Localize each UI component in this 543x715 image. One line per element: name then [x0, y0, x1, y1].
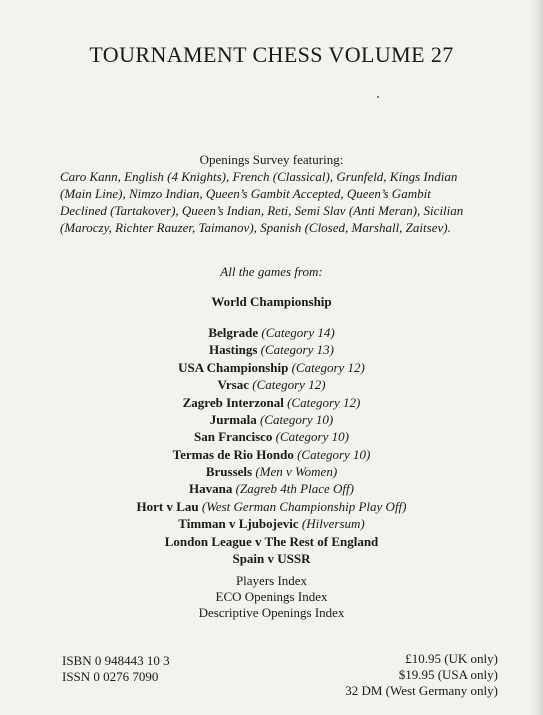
event-entry [0, 463, 543, 480]
openings-survey-list [60, 168, 492, 236]
price-block [345, 651, 498, 699]
event-detail: (Category 14) [261, 325, 335, 340]
openings-line: Declined (Tartakover), Queen’s Indian, Reti, Semi Slav (Anti Meran), Sicilian [60, 203, 464, 218]
event-entry [0, 533, 543, 550]
price-usa: $19.95 (USA only) [398, 667, 498, 682]
openings-line: (Main Line), Nimzo Indian, Queen’s Gambit Accepted, Queen’s Gambit [60, 186, 431, 201]
event-detail: (West German Championship Play Off) [201, 498, 407, 514]
openings-line: Caro Kann, English (4 Knights), French (Classical), Grunfeld, Kings Indian [60, 169, 458, 184]
championship-list [0, 293, 543, 310]
isbn-block [62, 653, 170, 685]
price-uk: £10.95 (UK only) [405, 651, 498, 666]
event-name: Termas de Rio Hondo [172, 446, 294, 462]
event-entry [0, 359, 543, 376]
event-name: Vrsac [217, 377, 249, 393]
index-item: ECO Openings Index [215, 589, 328, 604]
event-entry [0, 341, 543, 358]
event-name: Zagreb Interzonal [182, 394, 284, 410]
event-name: Belgrade [208, 325, 259, 340]
index-list [0, 573, 543, 621]
event-name: Hort v Lau [136, 498, 199, 514]
paper-speck [377, 96, 379, 98]
event-entry [0, 480, 543, 497]
games-intro: All the games from: [220, 264, 323, 279]
event-entry [0, 293, 543, 310]
event-entry [0, 394, 543, 411]
isbn-number: ISBN 0 948443 10 3 [62, 653, 170, 668]
tournament-list [0, 324, 543, 463]
event-entry [0, 376, 543, 393]
issn-number: ISSN 0 0276 7090 [62, 669, 159, 684]
event-detail: (Category 12) [252, 377, 326, 393]
event-name: Havana [189, 481, 233, 497]
event-name: Hastings [209, 342, 258, 358]
book-title: TOURNAMENT CHESS VOLUME 27 [89, 42, 454, 67]
price-germany: 32 DM (West Germany only) [345, 683, 498, 698]
index-item: Descriptive Openings Index [198, 605, 345, 620]
event-detail: (Category 10) [297, 446, 371, 462]
event-detail: (Category 10) [275, 429, 349, 445]
event-name: London League v The Rest of England [164, 533, 379, 549]
event-name: Jurmala [209, 411, 257, 427]
event-name: World Championship [211, 294, 332, 309]
event-detail: (Hilversum) [301, 516, 365, 532]
event-detail: (Category 12) [291, 359, 365, 375]
event-entry [0, 550, 543, 567]
openings-line: (Maroczy, Richter Rauzer, Taimanov), Spanish (Closed, Marshall, Zaitsev). [60, 220, 451, 235]
event-detail: (Category 12) [287, 394, 361, 410]
event-entry [0, 446, 543, 463]
event-name: USA Championship [178, 359, 289, 375]
event-name: Spain v USSR [232, 550, 311, 566]
event-name: Brussels [205, 464, 253, 479]
match-list [0, 463, 543, 567]
event-entry [0, 428, 543, 445]
event-detail: (Zagreb 4th Place Off) [235, 481, 354, 497]
event-detail: (Category 10) [259, 411, 334, 427]
event-entry [0, 515, 543, 532]
event-name: Timman v Ljubojevic [178, 516, 299, 532]
event-name: San Francisco [194, 429, 273, 445]
openings-survey-heading: Openings Survey featuring: [199, 152, 344, 167]
event-entry [0, 411, 543, 428]
event-detail: (Men v Women) [255, 464, 338, 479]
index-item: Players Index [235, 573, 308, 588]
event-entry [0, 498, 543, 515]
event-detail: (Category 13) [260, 342, 334, 358]
event-entry [0, 324, 543, 341]
